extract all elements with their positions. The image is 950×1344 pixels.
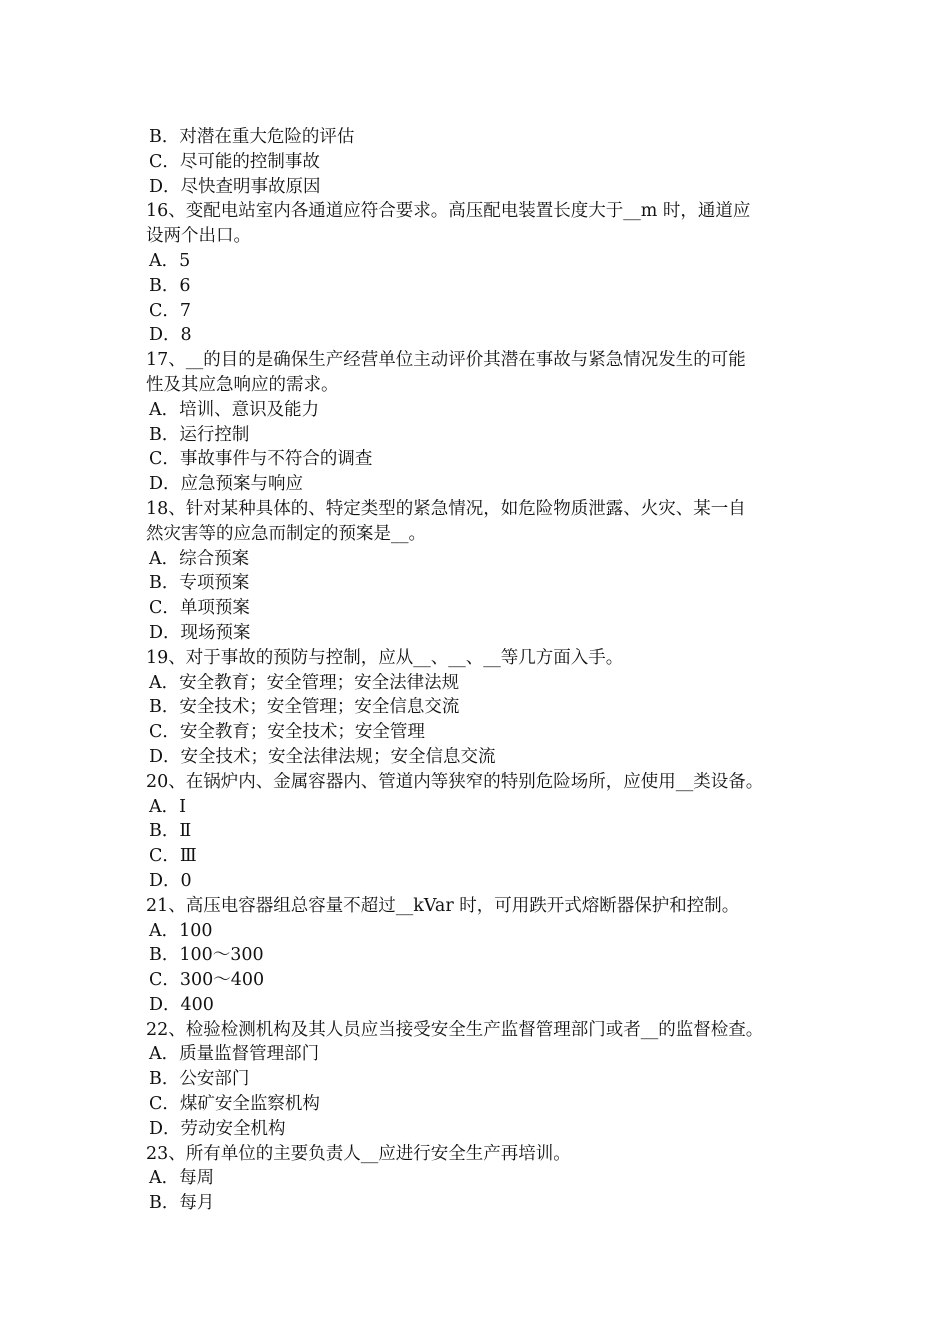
- answer-option: B．运行控制: [149, 424, 250, 445]
- answer-option: A．质量监督管理部门: [149, 1044, 320, 1065]
- question-line: 23、所有单位的主要负责人__应进行安全生产再培训。: [146, 1143, 571, 1164]
- exam-question-text: [146, 125, 816, 1216]
- answer-option: D．劳动安全机构: [149, 1118, 286, 1139]
- answer-option: A．100: [149, 920, 213, 941]
- question-line: 设两个出口。: [146, 226, 251, 247]
- answer-option: D．安全技术；安全法律法规；安全信息交流: [149, 746, 496, 767]
- answer-option: D．应急预案与响应: [149, 474, 304, 495]
- question-line: 19、对于事故的预防与控制，应从__、__、__等几方面入手。: [146, 647, 624, 668]
- question-line: 22、检验检测机构及其人员应当接受安全生产监督管理部门或者__的监督检查。: [146, 1019, 764, 1040]
- answer-option: D．400: [149, 994, 214, 1015]
- answer-option: C．300～400: [149, 970, 265, 991]
- answer-option: B．安全技术；安全管理；安全信息交流: [149, 697, 460, 718]
- answer-option: C．安全教育；安全技术；安全管理: [149, 722, 425, 743]
- answer-option: C．尽可能的控制事故: [149, 151, 320, 172]
- answer-option: B．专项预案: [149, 573, 250, 594]
- answer-option: B．100～300: [149, 945, 264, 966]
- answer-option: B．每月: [149, 1193, 215, 1214]
- question-line: 17、__的目的是确保生产经营单位主动评价其潜在事故与紧急情况发生的可能: [146, 350, 746, 371]
- question-line: 20、在锅炉内、金属容器内、管道内等狭窄的特别危险场所，应使用__类设备。: [146, 771, 764, 792]
- question-line: 18、针对某种具体的、特定类型的紧急情况，如危险物质泄露、火灾、某一自: [146, 498, 746, 519]
- answer-option: B．公安部门: [149, 1069, 250, 1090]
- answer-option: A．培训、意识及能力: [149, 399, 320, 420]
- question-line: 16、变配电站室内各通道应符合要求。高压配电装置长度大于__m 时，通道应: [146, 201, 751, 222]
- answer-option: B．6: [149, 275, 191, 296]
- answer-option: A．Ⅰ: [149, 796, 187, 817]
- answer-option: C．7: [149, 300, 192, 321]
- answer-option: D．尽快查明事故原因: [149, 176, 321, 197]
- answer-option: C．事故事件与不符合的调查: [149, 449, 373, 470]
- answer-option: A．5: [149, 250, 191, 271]
- answer-option: A．综合预案: [149, 548, 250, 569]
- answer-option: B．Ⅱ: [149, 821, 192, 842]
- answer-option: D．现场预案: [149, 622, 251, 643]
- question-line: 21、高压电容器组总容量不超过__kVar 时，可用跌开式熔断器保护和控制。: [146, 895, 740, 916]
- answer-option: C．单项预案: [149, 598, 250, 619]
- answer-option: D．8: [149, 325, 192, 346]
- answer-option: A．安全教育；安全管理；安全法律法规: [149, 672, 460, 693]
- answer-option: A．每周: [149, 1168, 215, 1189]
- answer-option: C．煤矿安全监察机构: [149, 1094, 320, 1115]
- answer-option: B．对潜在重大危险的评估: [149, 127, 355, 147]
- answer-option: D．0: [149, 870, 192, 891]
- question-line: 性及其应急响应的需求。: [146, 374, 339, 395]
- answer-option: C．Ⅲ: [149, 846, 197, 867]
- question-line: 然灾害等的应急而制定的预案是__。: [146, 523, 426, 544]
